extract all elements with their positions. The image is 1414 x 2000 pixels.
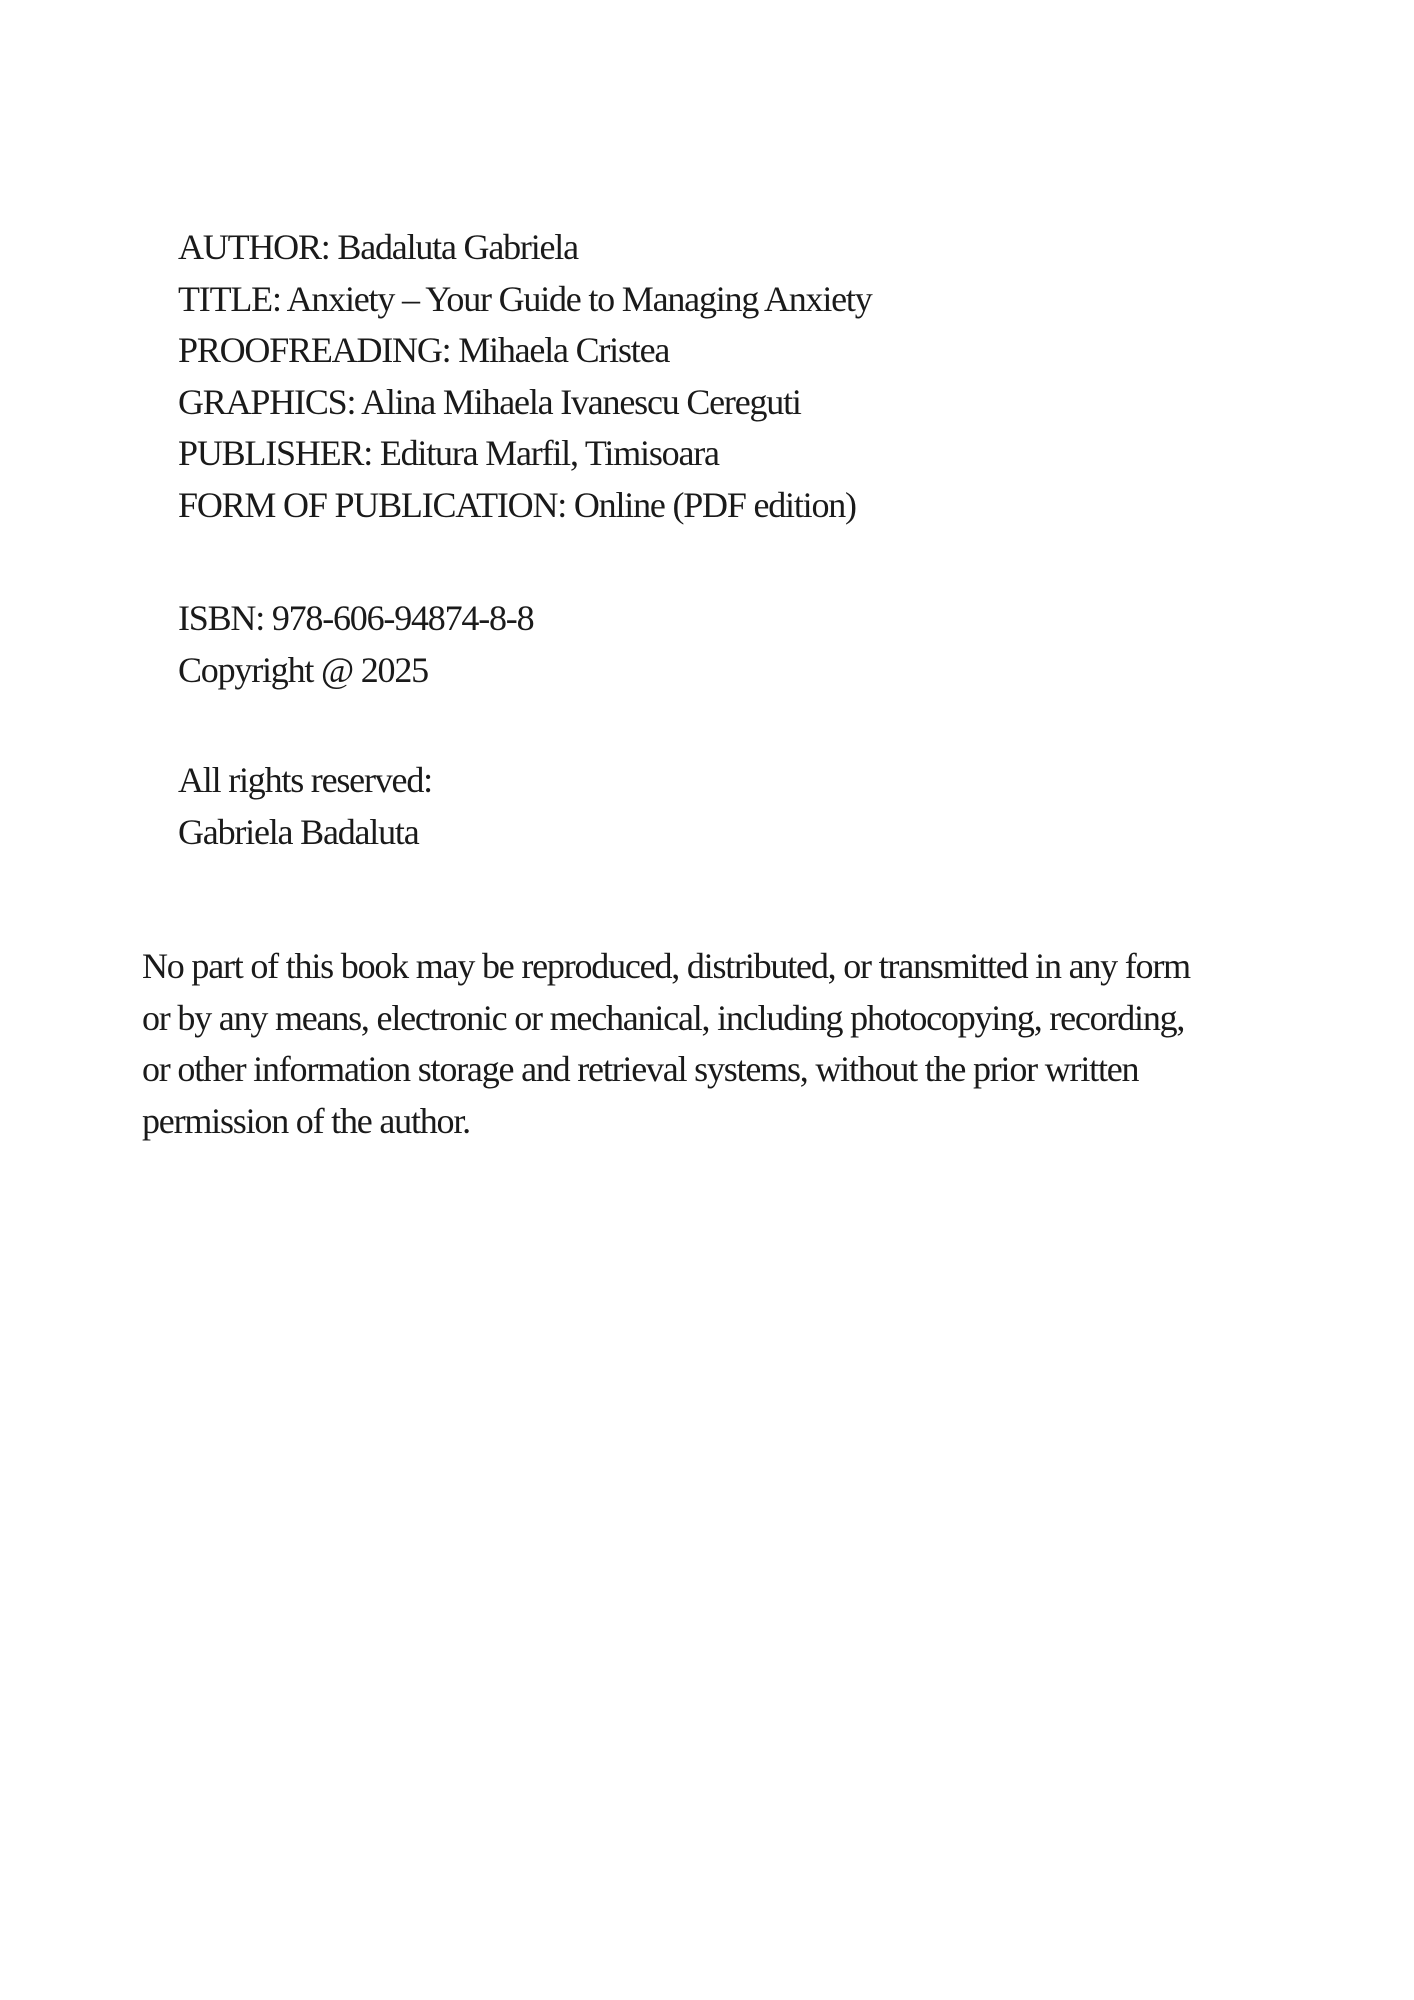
notice-line: or other information storage and retrieval systems, without the prior written: [142, 1049, 1139, 1089]
proofreading-line: PROOFREADING: Mihaela Cristea: [178, 330, 670, 370]
credits-block: [178, 222, 872, 531]
author-line: AUTHOR: Badaluta Gabriela: [178, 227, 578, 267]
reproduction-notice: [142, 941, 1302, 1147]
publisher-line: PUBLISHER: Editura Marfil, Timisoara: [178, 433, 719, 473]
publication-form-line: FORM OF PUBLICATION: Online (PDF edition): [178, 484, 856, 525]
rights-label: All rights reserved:: [178, 760, 432, 800]
isbn-block: [178, 592, 533, 696]
title-line: TITLE: Anxiety – Your Guide to Managing Anxiety: [178, 278, 872, 319]
notice-line: No part of this book may be reproduced, distributed, or transmitted in any form: [142, 946, 1190, 986]
notice-line: permission of the author.: [142, 1100, 470, 1141]
copyright-line: Copyright @ 2025: [178, 650, 428, 690]
rights-holder: Gabriela Badaluta: [178, 812, 419, 852]
graphics-line: GRAPHICS: Alina Mihaela Ivanescu Cereguti: [178, 381, 801, 422]
rights-block: [178, 754, 432, 858]
isbn-line: ISBN: 978-606-94874-8-8: [178, 598, 534, 638]
notice-line: or by any means, electronic or mechanical, including photocopying, recording,: [142, 997, 1185, 1038]
